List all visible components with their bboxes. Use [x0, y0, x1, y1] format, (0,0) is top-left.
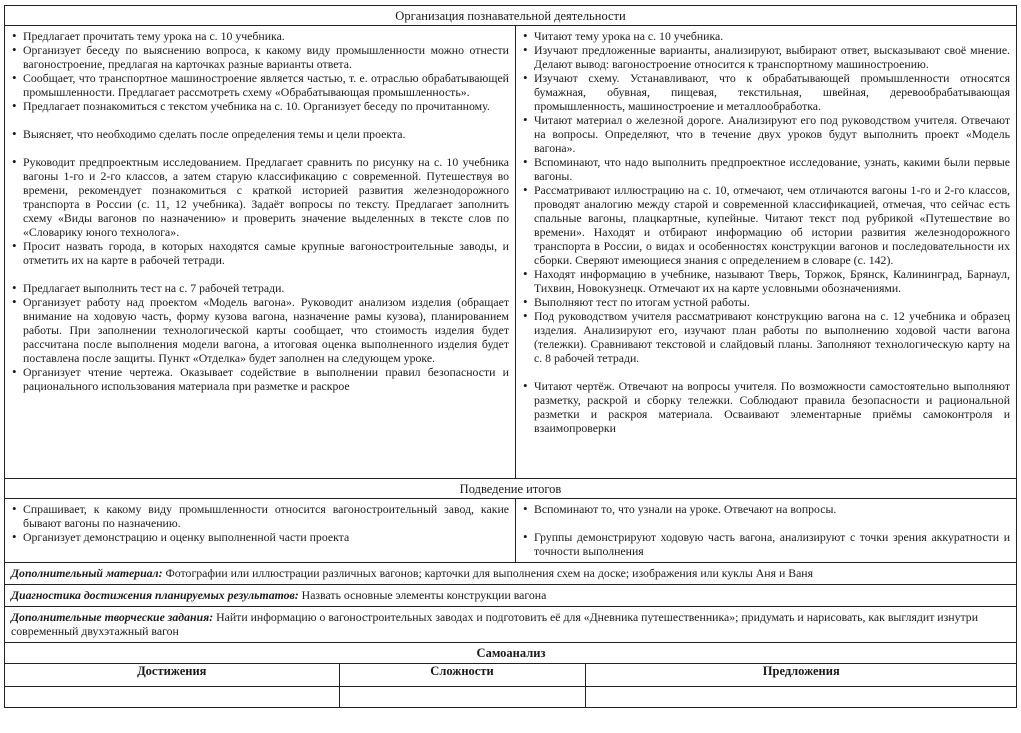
teacher-item: • Предлагает познакомиться с текстом учебника на с. 10. Организует беседу по прочитанному.	[11, 99, 509, 113]
teacher-item: • Организует чтение чертежа. Оказывает содействие в выполнении правил безопасности и рационального использования материала при разметке и раскрое	[11, 365, 509, 393]
students-item: • Читают материал о железной дороге. Анализируют его под руководством учителя. Отвечают на вопросы. Определяют, что в течение двух уроков будут выполнить проект «Модель вагона».	[522, 113, 1010, 155]
teacher-item: • Просит назвать города, в которых находятся самые крупные вагоностроительные заводы, и отметить их на карте в рабочей тетради.	[11, 239, 509, 267]
students-item: • Группы демонстрируют ходовую часть вагона, анализируют с точки зрения аккуратности и точности выполнения	[522, 530, 1010, 558]
teacher-item: • Руководит предпроектным исследованием. Предлагает сравнить по рисунку на с. 10 учебника вагоны 1-го и 2-го классов, а затем старую классификацию с современной. Путешествуя во времени, рекомендует познакомиться с краткой историей развития железнодорожного транспорта в России (с. 11, 12 учебника). Задаёт вопросы по тексту. Предлагает заполнить схему «Виды вагонов по назначению» и проверить значение выделенных в тексте слов по «Словарику юного технолога».	[11, 155, 509, 239]
self-analysis-block	[5, 643, 1017, 708]
diagnostics-text: Назвать основные элементы конструкции вагона	[301, 588, 547, 602]
students-item: • Читают чертёж. Отвечают на вопросы учителя. По возможности самостоятельно выполняют разметку, раскрой и сборку тележки. Соблюдают правила безопасности и рациональной разметки и раскроя материала. Осваивают элементарные приёмы самоконтроля и взаимопроверки	[522, 379, 1010, 435]
teacher-item: • Предлагает выполнить тест на с. 7 рабочей тетради.	[11, 281, 509, 295]
section-title-org: Организация познавательной деятельности	[5, 6, 1017, 26]
students-column-org	[516, 26, 1017, 479]
self-analysis-table	[5, 643, 1017, 707]
teacher-item: • Предлагает прочитать тему урока на с. 10 учебника.	[11, 29, 509, 43]
students-item: • Вспоминают, что надо выполнить предпроектное исследование, узнать, какими были первые вагоны.	[522, 155, 1010, 183]
self-cell-difficulties	[339, 687, 585, 708]
diagnostics-row	[5, 585, 1017, 607]
teacher-item: • Организует беседу по выяснению вопроса, к какому виду промышленности можно отнести вагоностроение, предлагая на карточках разные варианты ответа.	[11, 43, 509, 71]
self-cell-suggestions	[585, 687, 1017, 708]
extra-material-text: Фотографии или иллюстрации различных вагонов; карточки для выполнения схем на доске; изображения или куклы Аня и Ваня	[165, 566, 814, 580]
creative-tasks-row	[5, 607, 1017, 643]
teacher-item: • Организует демонстрацию и оценку выполненной части проекта	[11, 530, 509, 544]
teacher-item: • Спрашивает, к какому виду промышленности относится вагоностроительный завод, какие бывают вагоны по назначению.	[11, 502, 509, 530]
students-item: • Вспоминают то, что узнали на уроке. Отвечают на вопросы.	[522, 502, 1010, 516]
students-item: • Изучают схему. Устанавливают, что к обрабатывающей промышленности относятся бумажная, обувная, пищевая, текстильная, швейная, деревообрабатывающая промышленность, машиностроение и металлообработка.	[522, 71, 1010, 113]
extra-material-row	[5, 563, 1017, 585]
students-item: • Выполняют тест по итогам устной работы.	[522, 295, 1010, 309]
students-item: • Читают тему урока на с. 10 учебника.	[522, 29, 1010, 43]
teacher-item: • Выясняет, что необходимо сделать после определения темы и цели проекта.	[11, 127, 509, 141]
teacher-column-org	[5, 26, 516, 479]
students-column-summary	[516, 499, 1017, 563]
students-item: • Под руководством учителя рассматривают конструкцию вагона на с. 12 учебника и образец изделия. Анализируют его, изучают план работы по выполнению ходовой части вагона (тележки). Сравнивают текстовой и слайдовый планы. Заполняют технологическую карту на с. 8 рабочей тетради.	[522, 309, 1010, 365]
teacher-column-summary	[5, 499, 516, 563]
creative-tasks-text: Найти информацию о вагоностроительных заводах и подготовить её для «Дневника путешественника»; придумать и нарисовать, как выглядит изнутри современный двухэтажный вагон	[11, 610, 979, 638]
section-title-summary: Подведение итогов	[5, 479, 1017, 499]
teacher-item: • Организует работу над проектом «Модель вагона». Руководит анализом изделия (обращает внимание на ходовую часть, форму кузова вагона, назначение рамы кузова), планированием работы. При заполнении технологической карты сообщает, что стоимость изделия будет рассчитана после выполнения модели вагона, а итоговая оценка выполненного изделия будет поставлена после защиты. Пункт «Отделка» будет заполнен на следующем уроке.	[11, 295, 509, 365]
self-col-difficulties: Сложности	[339, 664, 585, 687]
self-col-suggestions: Предложения	[585, 664, 1017, 687]
self-col-achievements: Достижения	[5, 664, 339, 687]
diagnostics-label: Диагностика достижения планируемых результатов:	[11, 588, 299, 602]
self-cell-achievements	[5, 687, 339, 708]
students-item: • Рассматривают иллюстрацию на с. 10, отмечают, чем отличаются вагоны 1-го и 2-го классов, проводят аналогию между старой и современной классификацией, отмечая, что сейчас есть спальные вагоны, плацкартные, купейные. Читают текст под рубрикой «Путешествие во времени». Находят и отбирают информацию об истории развития железнодорожного транспорта в России, о видах и особенностях конструкции вагонов и последовательности их сборки. Сверяют имеющиеся знания с определением в словаре (с. 142).	[522, 183, 1010, 267]
self-analysis-title: Самоанализ	[476, 646, 546, 660]
extra-material-label: Дополнительный материал:	[11, 566, 163, 580]
students-item: • Изучают предложенные варианты, анализируют, выбирают ответ, высказывают своё мнение. Делают вывод: вагоностроение относится к транспортному машиностроению.	[522, 43, 1010, 71]
lesson-plan-table	[4, 5, 1017, 708]
creative-tasks-label: Дополнительные творческие задания:	[11, 610, 214, 624]
teacher-item: • Сообщает, что транспортное машиностроение является частью, т. е. отраслью обрабатывающей промышленности. Предлагает рассмотреть схему «Обрабатывающая промышленность».	[11, 71, 509, 99]
students-item: • Находят информацию в учебнике, называют Тверь, Торжок, Брянск, Калининград, Барнаул, Тихвин, Новокузнецк. Отмечают их на карте условными обозначениями.	[522, 267, 1010, 295]
